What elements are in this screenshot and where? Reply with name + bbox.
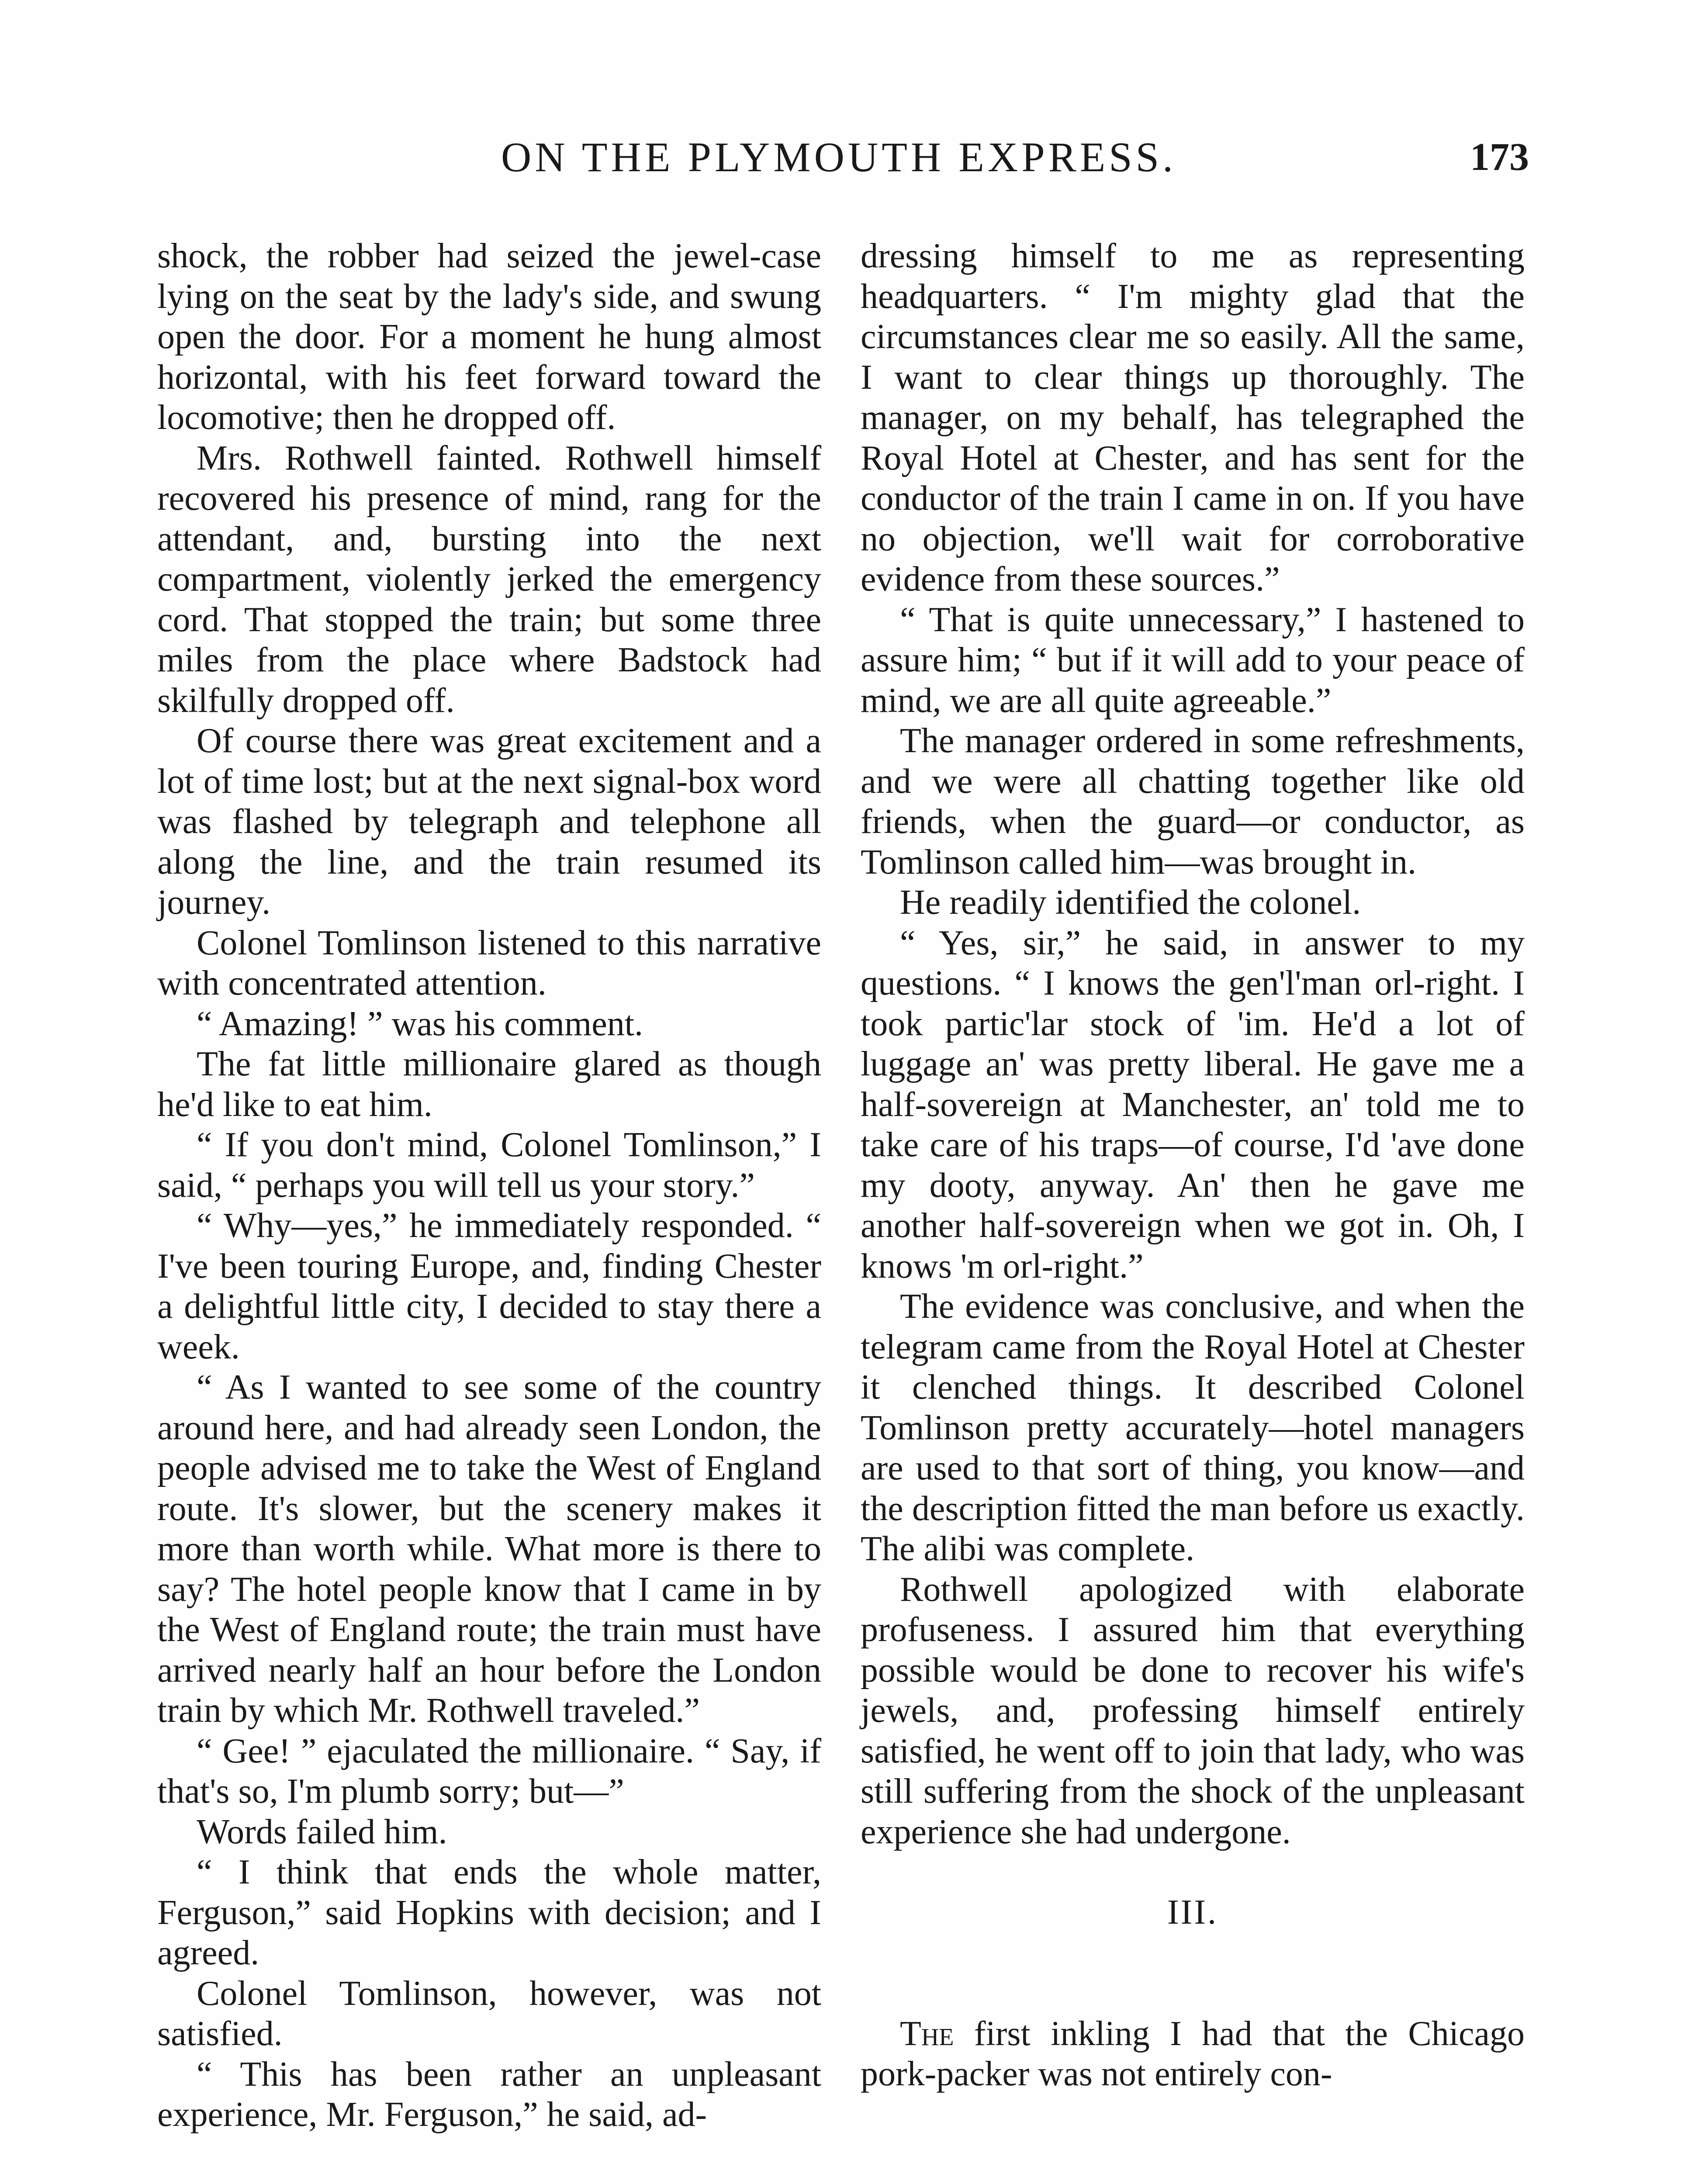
- paragraph: Colonel Tomlinson, however, was not satisfied.: [157, 1974, 821, 2053]
- paragraph: “ Yes, sir,” he said, in answer to my questions. “ I knows the gen'l'man orl-right. I took partic'lar stock of 'im. He'd a lot of luggage an' was pretty liberal. He gave me a half-sovereign at Manchester, an' told me to take care of his traps—of course, I'd 'ave done my dooty, anyway. An' then he gave me another half-sovereign when we got in. Oh, I knows 'm orl-right.”: [861, 923, 1525, 1286]
- paragraph: The fat little millionaire glared as though he'd like to eat him.: [157, 1045, 821, 1124]
- page-header: [157, 131, 1529, 192]
- paragraph: Words failed him.: [197, 1812, 447, 1851]
- paragraph: Mrs. Rothwell fainted. Rothwell himself recovered his presence of mind, rang for the attendant, and, bursting into the next compartment, violently jerked the emergency cord. That stopped the train; but some three miles from the place where Badstock had skilfully dropped off.: [157, 439, 821, 720]
- paragraph: “ Gee! ” ejaculated the millionaire. “ Say, if that's so, I'm plumb sorry; but—”: [157, 1731, 821, 1811]
- paragraph: Colonel Tomlinson listened to this narrative with concentrated attention.: [157, 923, 821, 1002]
- section-heading: III.: [1167, 1893, 1218, 1932]
- paragraph: He readily identified the colonel.: [900, 883, 1361, 922]
- paragraph: “ If you don't mind, Colonel Tomlinson,” I said, “ perhaps you will tell us your story.”: [157, 1126, 821, 1205]
- paragraph: Rothwell apologized with elaborate profuseness. I assured him that everything possible would be done to recover his wife's jewels, and, professing himself entirely satisfied, he went off to join that lady, who was still suffering from the shock of the unpleasant experience she had undergone.: [861, 1570, 1525, 1851]
- paragraph: “ As I wanted to see some of the country around here, and had already seen London, the people advised me to take the West of England route. It's slower, but the scenery makes it more than worth while. What more is there to say? The hotel people know that I came in by the West of England route; the train must have arrived nearly half an hour before the London train by which Mr. Rothwell traveled.”: [157, 1368, 821, 1730]
- paragraph: “ That is quite unnecessary,” I hastened to assure him; “ but if it will add to your peace of mind, we are all quite agreeable.”: [861, 600, 1525, 720]
- paragraph: dressing himself to me as representing headquarters. “ I'm mighty glad that the circumstances clear me so easily. All the same, I want to clear things up thoroughly. The manager, on my behalf, has telegraphed the Royal Hotel at Chester, and has sent for the conductor of the train I came in on. If you have no objection, we'll wait for corroborative evidence from these sources.”: [861, 237, 1525, 598]
- paragraph: shock, the robber had seized the jewel-case lying on the seat by the lady's side, and swung open the door. For a moment he hung almost horizontal, with his feet forward toward the locomotive; then he dropped off.: [157, 237, 821, 437]
- running-title: ON THE PLYMOUTH EXPRESS.: [501, 134, 1177, 180]
- opening-text: first inkling I had that the Chicago pork-packer was not entirely con-: [861, 2014, 1525, 2093]
- page-number: 173: [1470, 135, 1529, 179]
- opening-small-caps-word: The: [900, 2014, 954, 2053]
- paragraph: Of course there was great excitement and a lot of time lost; but at the next signal-box word was flashed by telegraph and telephone all along the line, and the train resumed its journey.: [157, 722, 821, 922]
- right-column: [861, 236, 1525, 2094]
- left-column: [157, 236, 821, 2135]
- paragraph: “ This has been rather an unpleasant experience, Mr. Ferguson,” he said, ad-: [157, 2055, 821, 2134]
- paragraph: The manager ordered in some refreshments, and we were all chatting together like old friends, when the guard—or conductor, as Tomlinson called him—was brought in.: [861, 722, 1525, 881]
- section-opening-paragraph: [861, 2014, 1525, 2094]
- paragraph: “ Amazing! ” was his comment.: [197, 1004, 643, 1043]
- paragraph: “ I think that ends the whole matter, Ferguson,” said Hopkins with decision; and I agreed.: [157, 1853, 821, 1972]
- paragraph: The evidence was conclusive, and when the telegram came from the Royal Hotel at Chester it clenched things. It described Colonel Tomlinson pretty accurately—hotel managers are used to that sort of thing, you know—and the description fitted the man before us exactly. The alibi was complete.: [861, 1287, 1525, 1568]
- paragraph: “ Why—yes,” he immediately responded. “ I've been touring Europe, and, finding Chester a delightful little city, I decided to stay there a week.: [157, 1206, 821, 1366]
